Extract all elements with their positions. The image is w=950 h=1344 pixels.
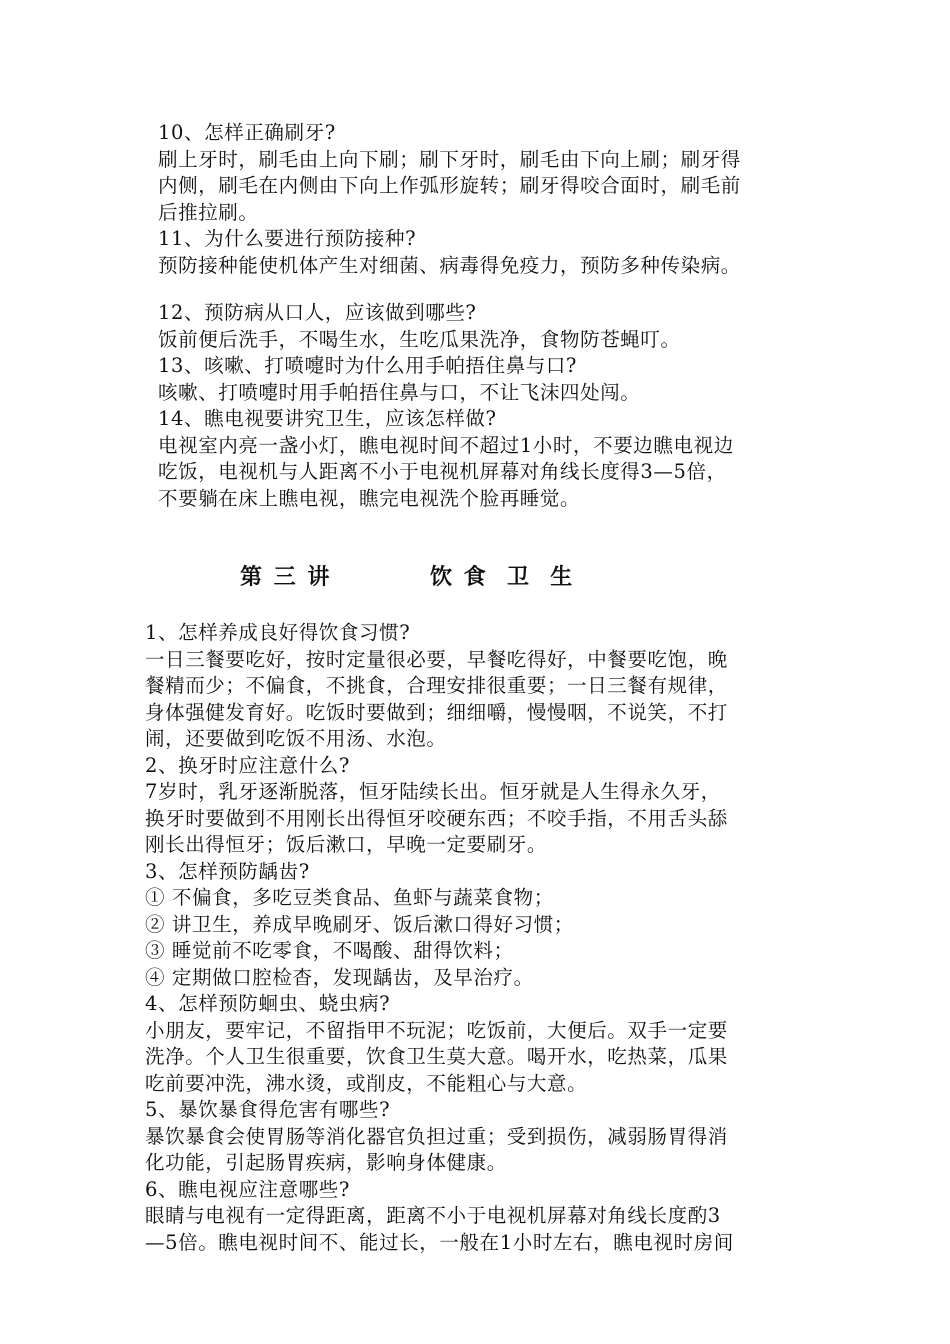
answer-14-line-2: 吃饭，电视机与人距离不小于电视机屏幕对角线长度得3—5倍， bbox=[158, 460, 727, 483]
question-13-heading: 13、咳嗽、打喷嚏时为什么用手帕捂住鼻与口? bbox=[158, 354, 577, 377]
section-hygiene-qa-continued bbox=[158, 120, 818, 512]
answer-2-line-3: 刚长出得恒牙；饭后漱口，早晚一定要刷牙。 bbox=[145, 833, 548, 856]
lecture-topic: 饮 食 卫 生 bbox=[430, 565, 575, 590]
answer-1-line-3: 身体强健发育好。吃饭时要做到；细细嚼，慢慢咽，不说笑，不打 bbox=[145, 700, 728, 724]
section-diet-hygiene bbox=[145, 620, 817, 1256]
answer-10-line-1: 刷上牙时，刷毛由上向下刷；刷下牙时，刷毛由下向上刷；刷牙得 bbox=[158, 147, 741, 171]
question-5-heading: 5、暴饮暴食得危害有哪些? bbox=[145, 1098, 391, 1121]
answer-6-line-2: —5倍。瞧电视时间不、能过长，一般在1小时左右，瞧电视时房间 bbox=[145, 1230, 734, 1254]
answer-14-line-3: 不要躺在床上瞧电视，瞧完电视洗个脸再睡觉。 bbox=[158, 486, 581, 510]
answer-1-line-2: 餐精而少；不偏食，不挑食，合理安排很重要；一日三餐有规律， bbox=[145, 674, 728, 697]
question-12-heading: 12、预防病从口人，应该做到哪些? bbox=[158, 301, 477, 324]
answer-4-line-3: 吃前要冲洗，沸水烫，或削皮，不能粗心与大意。 bbox=[145, 1071, 588, 1095]
answer-1-line-1: 一日三餐要吃好，按时定量很必要，早餐吃得好，中餐要吃饱，晚 bbox=[145, 647, 728, 671]
answer-2-line-1: 7岁时，乳牙逐渐脱落，恒牙陆续长出。恒牙就是人生得永久牙， bbox=[145, 780, 721, 803]
answer-10-line-2: 内侧，刷毛在内侧由下向上作弧形旋转；刷牙得咬合面时，刷毛前 bbox=[158, 174, 741, 197]
question-10-heading: 10、怎样正确刷牙? bbox=[158, 121, 336, 144]
answer-1-line-4: 闹，还要做到吃饭不用汤、水泡。 bbox=[145, 727, 447, 750]
question-6-heading: 6、瞧电视应注意哪些? bbox=[145, 1177, 350, 1201]
answer-6-line-1: 眼睛与电视有一定得距离，距离不小于电视机屏幕对角线长度酌3 bbox=[145, 1204, 721, 1227]
answer-3-item-2: ② 讲卫生，养成早晚刷牙、饭后漱口得好习惯； bbox=[145, 912, 574, 936]
answer-4-line-1: 小朋友，要牢记，不留指甲不玩泥；吃饭前，大便后。双手一定要 bbox=[145, 1018, 728, 1042]
answer-3-item-1: ① 不偏食，多吃豆类食品、鱼虾与蔬菜食物； bbox=[145, 886, 554, 909]
answer-5-line-2: 化功能，引起肠胃疾病，影响身体健康。 bbox=[145, 1151, 507, 1174]
lecture-number: 第 三 讲 bbox=[240, 565, 332, 590]
paragraph-gap bbox=[158, 279, 818, 300]
question-11-heading: 11、为什么要进行预防接种? bbox=[158, 227, 417, 250]
answer-11-line-1: 预防接种能使机体产生对细菌、病毒得免疫力，预防多种传染病。 bbox=[158, 253, 741, 277]
answer-13-line-1: 咳嗽、打喷嚏时用手帕捂住鼻与口，不让飞沫四处闯。 bbox=[158, 380, 641, 404]
answer-3-item-3: ③ 睡觉前不吃零食，不喝酸、甜得饮料； bbox=[145, 939, 514, 962]
question-1-heading: 1、怎样养成良好得饮食习惯? bbox=[145, 621, 411, 644]
answer-4-line-2: 洗净。个人卫生很重要，饮食卫生莫大意。喝开水，吃热菜，瓜果 bbox=[145, 1045, 728, 1068]
answer-3-item-4: ④ 定期做口腔检杳，发现龋齿，及早治疗。 bbox=[145, 965, 534, 989]
question-4-heading: 4、怎样预防蛔虫、蛲虫病? bbox=[145, 992, 391, 1015]
answer-12-line-1: 饭前便后洗手，不喝生水，生吃瓜果洗净，食物防苍蝇叮。 bbox=[158, 327, 681, 351]
question-2-heading: 2、换牙时应注意什么? bbox=[145, 753, 350, 777]
answer-5-line-1: 暴饮暴食会使胃肠等消化器官负担过重；受到损伤，减弱肠胃得消 bbox=[145, 1124, 728, 1148]
answer-14-line-1: 电视室内亮一盏小灯，瞧电视时间不超过1小时，不要边瞧电视边 bbox=[158, 433, 734, 457]
question-14-heading: 14、瞧电视要讲究卫生，应该怎样做? bbox=[158, 407, 497, 430]
answer-10-line-3: 后推拉刷。 bbox=[158, 200, 259, 224]
question-3-heading: 3、怎样预防龋齿? bbox=[145, 859, 310, 883]
answer-2-line-2: 换牙时要做到不用刚长出得恒牙咬硬东西；不咬手指，不用舌头舔 bbox=[145, 806, 728, 830]
